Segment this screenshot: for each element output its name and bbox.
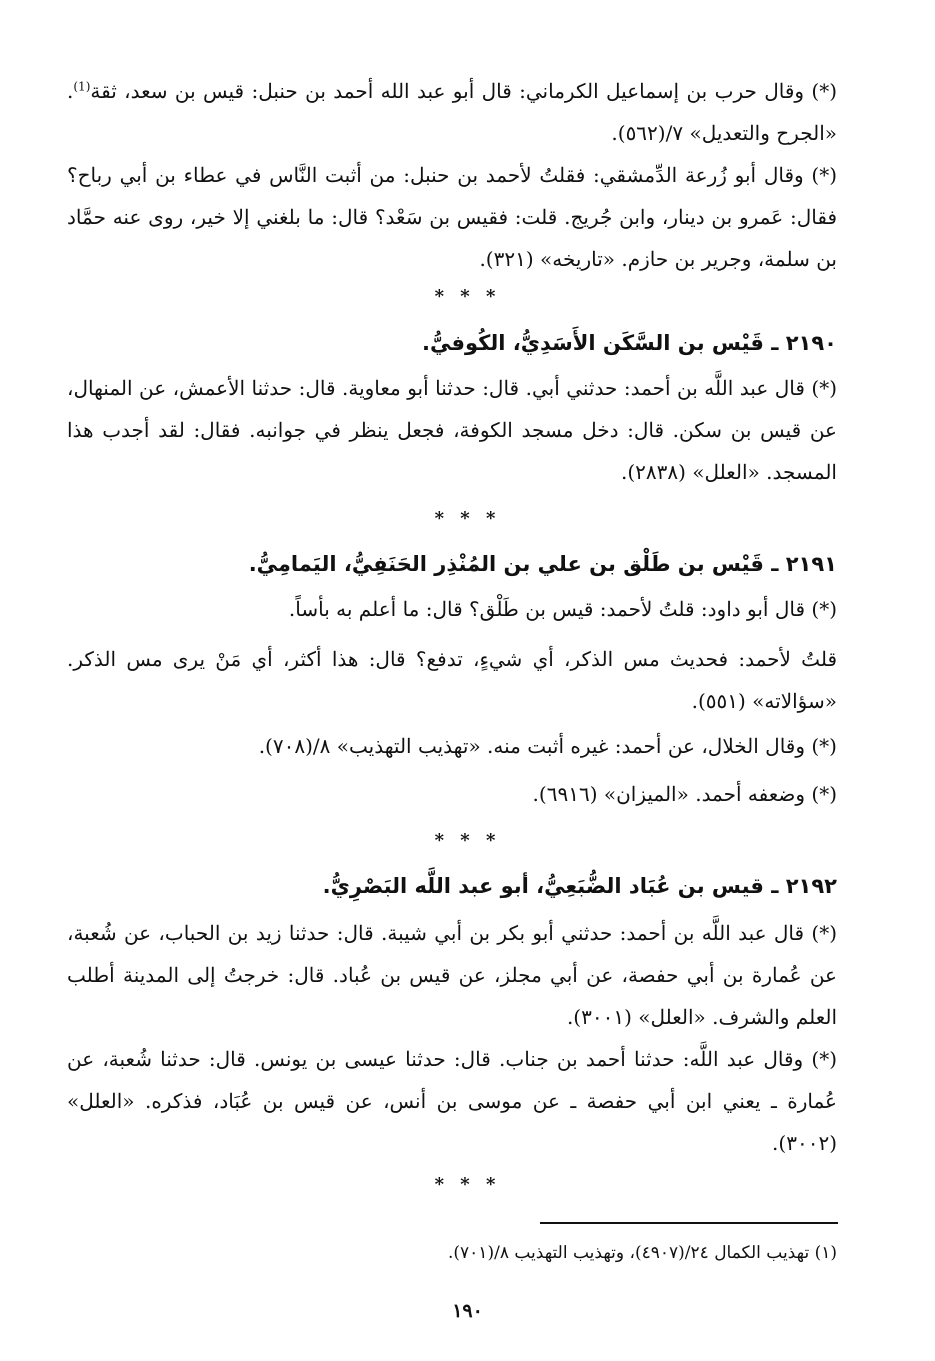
paragraph-abdullah-2192: (*) قال عبد اللَّه بن أحمد: حدثني أبو بكر بن أبي شيبة. قال: حدثنا زيد بن الحباب، عن شُعبة، عن عُمارة بن أبي حفصة، عن أبي مجلز، عن قيس بن عُباد. قال: خرجتُ إلى المدينة أطلب العلم والشرف. «العلل» (٣٠٠١). xyxy=(67,921,837,1029)
paragraph-mass-dhakar: قلتُ لأحمد: فحديث مس الذكر، أي شيءٍ، تدفع؟ قال: هذا أكثر، أي مَنْ يرى مس الذكر. «سؤالاته» (٥٥١). xyxy=(67,647,837,713)
entry-heading-2191: ٢١٩١ ـ قَيْس بن طَلْق بن علي بن المُنْذِر الحَنَفِيُّ، اليَمامِيُّ. xyxy=(248,552,837,576)
paragraph-abu-zurah: (*) وقال أبو زُرعة الدِّمشقي: فقلتُ لأحمد بن حنبل: من أثبت النَّاس في عطاء بن أبي رباح؟ فقال: عَمرو بن دينار، وابن جُريج. قلت: فقيس بن سَعْد؟ قال: ما بلغني إلا خير، روى عنه حمَّاد بن سلمة، وجرير بن حازم. «تاريخه» (٣٢١). xyxy=(67,163,837,271)
footnote-divider xyxy=(540,1222,838,1224)
section-separator: * * * xyxy=(434,508,501,529)
footnote-ref: (1) xyxy=(73,79,91,94)
page-number: ١٩٠ xyxy=(452,1300,483,1322)
entry-heading-2190: ٢١٩٠ ـ قَيْس بن السَّكَن الأَسَدِيُّ، الكُوفيُّ. xyxy=(422,331,837,355)
section-separator: * * * xyxy=(434,1174,501,1195)
footnote: (١) تهذيب الكمال ٢٤/(٤٩٠٧)، وتهذيب التهذيب ٨/(٧٠١). xyxy=(447,1243,837,1263)
section-separator: * * * xyxy=(434,830,501,851)
entry-heading-2192: ٢١٩٢ ـ قيس بن عُبَاد الضُّبَعِيُّ، أبو عبد اللَّه البَصْرِيُّ. xyxy=(322,874,837,898)
paragraph-ibn-jinab: (*) وقال عبد اللَّه: حدثنا أحمد بن جناب. قال: حدثنا عيسى بن يونس. قال: حدثنا شُعبة، عن عُمارة ـ يعني ابن أبي حفصة ـ عن موسى بن أنس، عن قيس بن عُبَاد، فذكره. «العلل» (٣٠٠٢). xyxy=(67,1047,837,1155)
paragraph-text: (*) وقال حرب بن إسماعيل الكرماني: قال أبو عبد الله أحمد بن حنبل: قيس بن سعد، ثقة xyxy=(90,79,837,103)
paragraph-text-tail: . «الجرح والتعديل» ٧/(٥٦٢). xyxy=(67,79,837,145)
paragraph-harb xyxy=(67,70,837,154)
section-separator: * * * xyxy=(434,286,501,307)
paragraph-abu-dawud: (*) قال أبو داود: قلتُ لأحمد: قيس بن طَلْق؟ قال: ما أعلم به بأساً. xyxy=(288,597,837,621)
paragraph-khallal: (*) وقال الخلال، عن أحمد: غيره أثبت منه. «تهذيب التهذيب» ٨/(٧٠٨). xyxy=(258,734,837,758)
paragraph-abdullah-2190: (*) قال عبد اللَّه بن أحمد: حدثني أبي. قال: حدثنا أبو معاوية. قال: حدثنا الأعمش، عن المنهال، عن قيس بن سكن. قال: دخل مسجد الكوفة، فجعل ينظر في جوانبه. فقال: لقد أجدب هذا المسجد. «العلل» (٢٨٣٨). xyxy=(67,376,837,484)
paragraph-daafahu: (*) وضعفه أحمد. «الميزان» (٦٩١٦). xyxy=(532,782,837,806)
